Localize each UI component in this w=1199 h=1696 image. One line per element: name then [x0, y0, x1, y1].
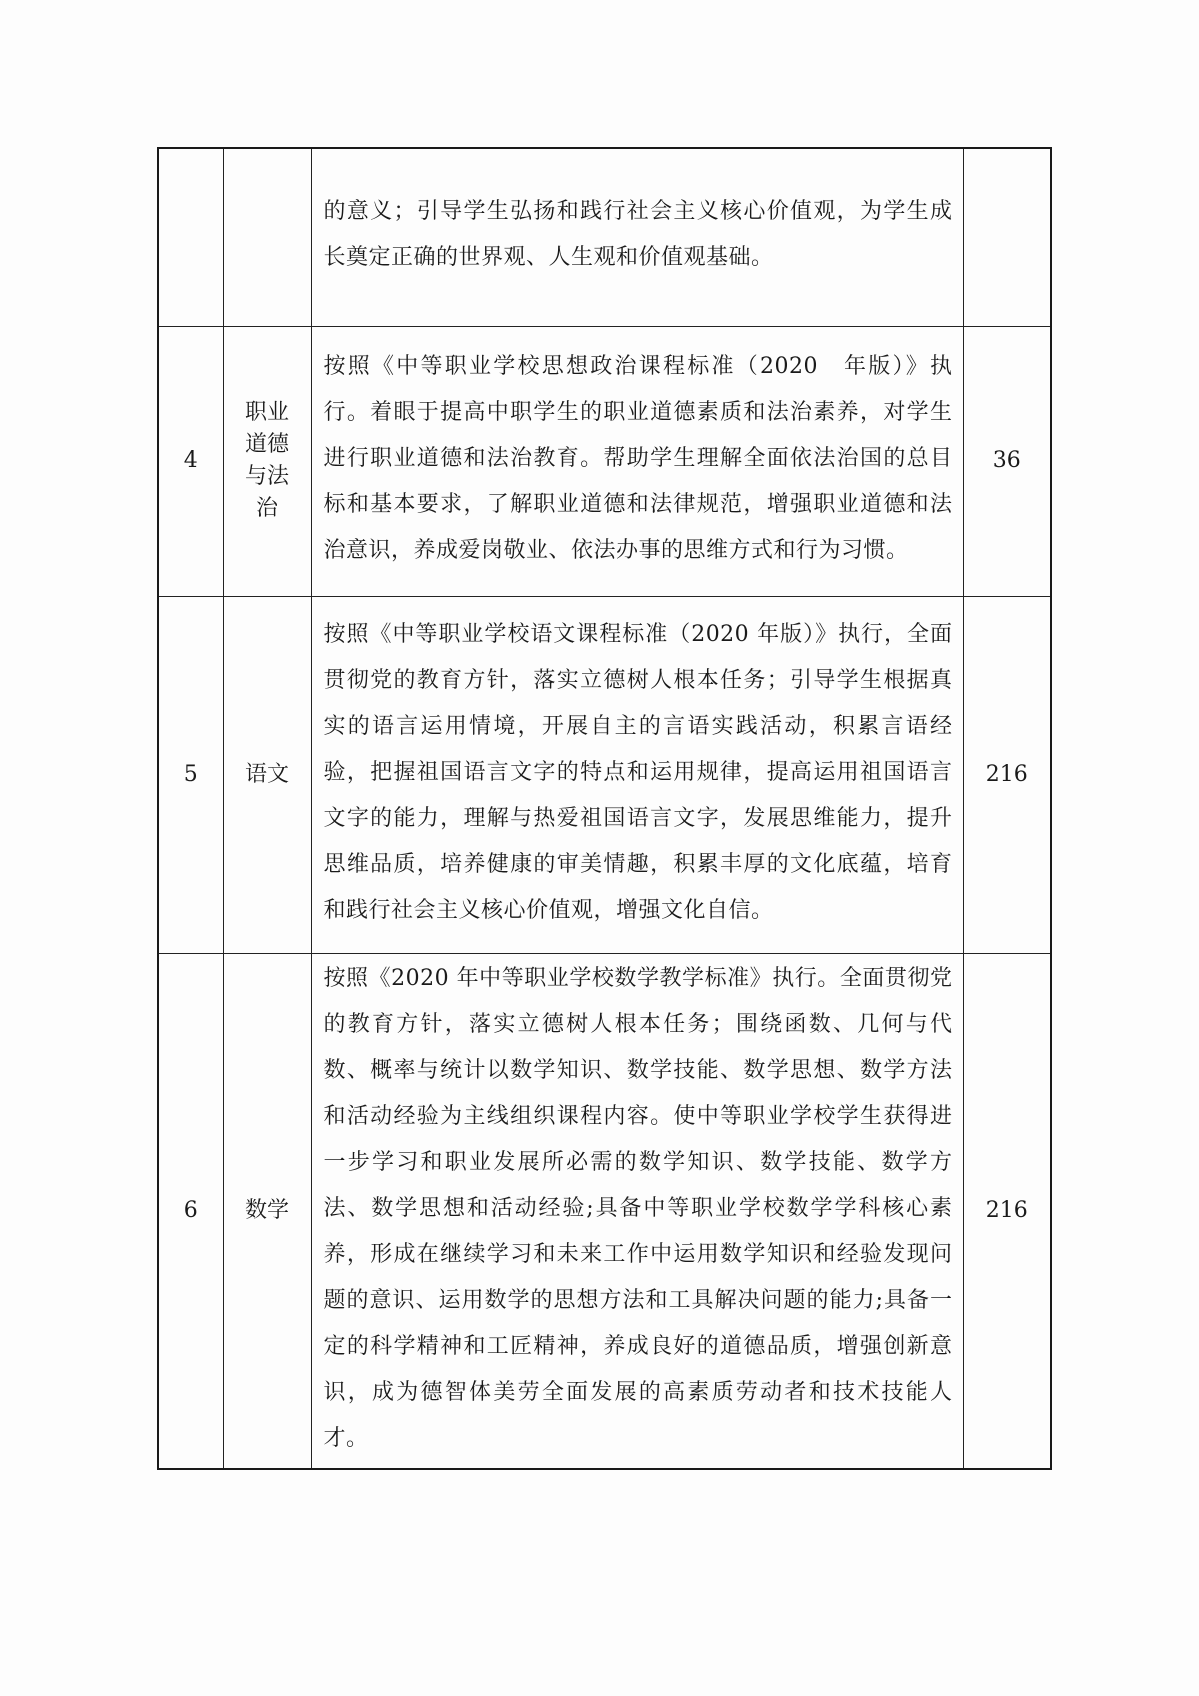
course-name [223, 148, 311, 326]
course-name-line: 与法 [244, 464, 289, 489]
course-description: 按照《2020 年中等职业学校数学教学标准》执行。全面贯彻党的教育方针，落实立德树人根本任务；围绕函数、几何与代数、概率与统计以数学知识、数学技能、数学思想、数学方法和活动经验为主线组织课程内容。使中等职业学校学生获得进一步学习和职业发展所必需的数学知识、数学技能、数学方法、数学思想和活动经验;具备中等职业学校数学学科核心素养，形成在继续学习和未来工作中运用数学知识和经验发现问题的意识、运用数学的思想方法和工具解决问题的能力;具备一定的科学精神和工匠精神，养成良好的道德品质，增强创新意识，成为德智体美劳全面发展的高素质劳动者和技术技能人才。 [311, 953, 963, 1469]
course-hours: 216 [963, 596, 1051, 953]
table-row [158, 953, 1051, 1469]
course-name-stack [224, 397, 311, 525]
table-row [158, 148, 1051, 326]
course-hours: 216 [963, 953, 1051, 1469]
course-number: 4 [158, 326, 223, 596]
course-description: 按照《中等职业学校思想政治课程标准（2020 年版）》执行。着眼于提高中职学生的职业道德素质和法治素养，对学生进行职业道德和法治教育。帮助学生理解全面依法治国的总目标和基本要求，了解职业道德和法律规范，增强职业道德和法治意识，养成爱岗敬业、依法办事的思维方式和行为习惯。 [311, 326, 963, 596]
course-name-line: 职业 [244, 400, 289, 425]
course-name [223, 326, 311, 596]
table-row [158, 326, 1051, 596]
course-hours: 36 [963, 326, 1051, 596]
course-table [157, 147, 1052, 1470]
course-name-line: 治 [255, 496, 278, 521]
course-name: 数学 [223, 953, 311, 1469]
course-description: 的意义；引导学生弘扬和践行社会主义核心价值观，为学生成长奠定正确的世界观、人生观和价值观基础。 [311, 148, 963, 326]
course-hours [963, 148, 1051, 326]
course-name: 语文 [223, 596, 311, 953]
course-number [158, 148, 223, 326]
course-name-line: 道德 [244, 432, 289, 457]
course-number: 5 [158, 596, 223, 953]
table-row [158, 596, 1051, 953]
course-number: 6 [158, 953, 223, 1469]
course-description: 按照《中等职业学校语文课程标准（2020 年版）》执行，全面贯彻党的教育方针，落实立德树人根本任务；引导学生根据真实的语言运用情境，开展自主的言语实践活动，积累言语经验，把握祖国语言文字的特点和运用规律，提高运用祖国语言文字的能力，理解与热爱祖国语言文字，发展思维能力，提升思维品质，培养健康的审美情趣，积累丰厚的文化底蕴，培育和践行社会主义核心价值观，增强文化自信。 [311, 596, 963, 953]
